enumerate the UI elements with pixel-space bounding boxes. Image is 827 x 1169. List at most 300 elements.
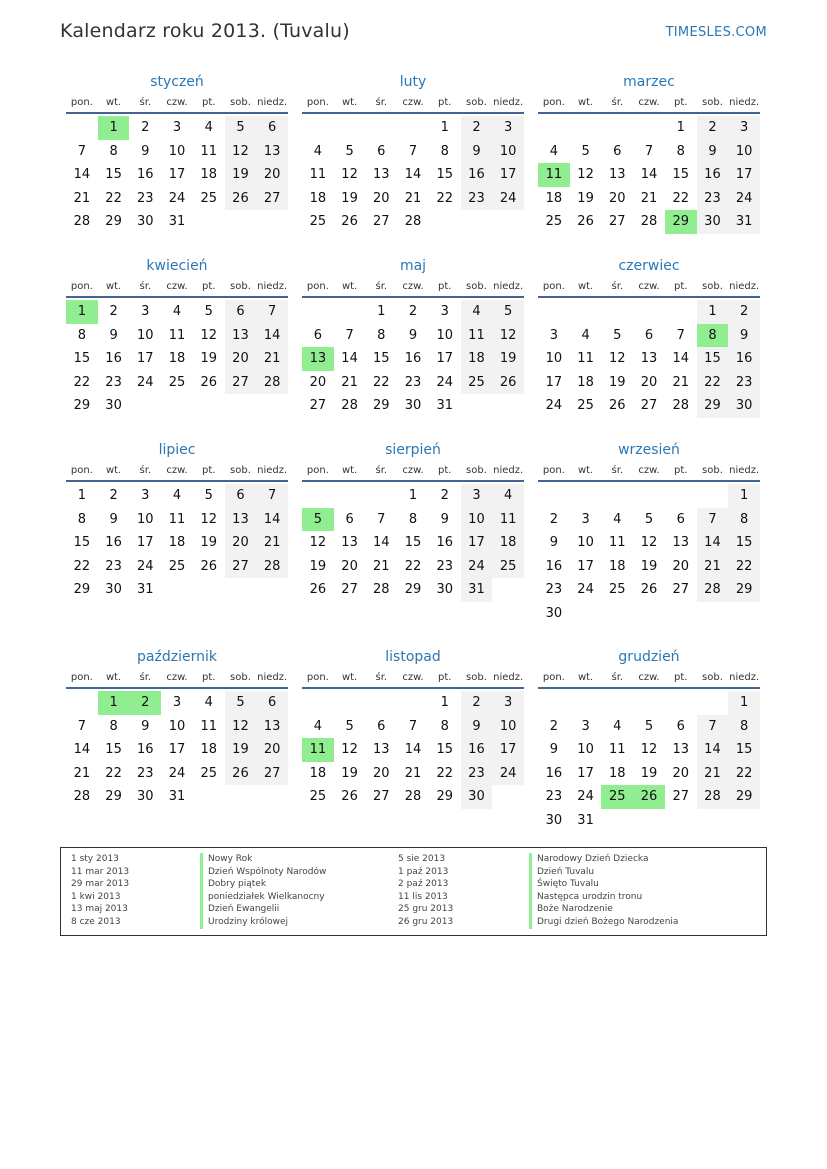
day-cell: 14 [73, 167, 91, 182]
empty-cell [601, 691, 633, 715]
day-cell: 27 [309, 398, 327, 413]
day-cell: 31 [137, 582, 154, 597]
day-cell: 13 [672, 535, 689, 550]
day-cell: 26 [200, 558, 217, 574]
day-cell: 17 [168, 167, 186, 182]
empty-cell [225, 578, 257, 602]
empty-cell [601, 809, 633, 833]
empty-cell [302, 116, 334, 140]
weekday-label: wt. [105, 672, 122, 683]
week-row [66, 691, 288, 715]
day-cell: 24 [137, 558, 154, 574]
day-cell: 4 [613, 511, 622, 527]
empty-cell [697, 691, 729, 715]
day-cell: 13 [640, 351, 658, 366]
day-cell: 22 [728, 555, 760, 579]
month-name: listopad [385, 649, 441, 665]
legend-date: 8 cze 2013 [71, 916, 121, 927]
month-block [66, 255, 288, 418]
empty-cell [334, 691, 366, 715]
day-cell: 15 [105, 742, 122, 757]
week-row [538, 555, 760, 579]
day-cell: 17 [492, 738, 524, 762]
day-cell: 28 [404, 789, 422, 804]
day-cell: 5 [302, 508, 334, 532]
day-cell: 8 [77, 327, 86, 343]
week-row [538, 394, 760, 418]
weekday-label: wt. [105, 281, 122, 292]
day-cell: 2 [461, 116, 493, 140]
weekday-label: sob. [466, 672, 487, 683]
day-cell: 19 [200, 535, 217, 550]
empty-cell [256, 785, 288, 809]
legend-holiday: Dobry piątek [200, 878, 326, 891]
day-cell: 22 [697, 371, 729, 395]
week-row [66, 187, 288, 211]
weekday-label: czw. [638, 281, 660, 292]
day-cell: 5 [644, 511, 654, 527]
weekday-header [538, 93, 760, 114]
weekday-label: sob. [466, 465, 487, 476]
day-cell: 8 [676, 143, 685, 159]
weekday-label: pon. [542, 465, 565, 476]
week-row [302, 116, 524, 140]
weekday-label: niedz. [493, 97, 524, 108]
day-cell: 25 [200, 190, 217, 206]
day-cell: 29 [697, 394, 729, 418]
empty-cell [570, 691, 602, 715]
weekday-label: niedz. [493, 465, 524, 476]
day-cell: 5 [225, 691, 257, 715]
day-cell: 9 [109, 327, 118, 343]
empty-cell [129, 394, 161, 418]
weekday-label: pon. [70, 97, 93, 108]
day-cell: 21 [672, 374, 689, 390]
day-cell: 8 [728, 715, 760, 739]
day-cell: 12 [492, 324, 524, 348]
week-row [66, 347, 288, 371]
empty-cell [601, 300, 633, 324]
day-cell: 29 [73, 582, 91, 597]
empty-cell [665, 602, 697, 626]
day-cell: 30 [404, 398, 422, 413]
week-row [66, 300, 288, 324]
day-cell: 30 [728, 394, 760, 418]
day-cell: 24 [436, 374, 453, 390]
day-cell: 25 [309, 789, 327, 804]
empty-cell [697, 809, 729, 833]
day-cell: 1 [440, 695, 449, 710]
day-cell: 30 [105, 398, 122, 413]
day-cell: 7 [256, 300, 288, 324]
week-row [538, 140, 760, 164]
day-cell: 28 [256, 555, 288, 579]
weekday-label: czw. [638, 465, 660, 476]
weekday-header [302, 93, 524, 114]
day-cell: 29 [105, 789, 122, 804]
day-cell: 4 [492, 484, 524, 508]
weekday-label: wt. [341, 281, 358, 292]
day-cell: 30 [697, 210, 729, 234]
day-cell: 7 [345, 327, 354, 343]
day-cell: 7 [77, 718, 86, 734]
weekday-label: czw. [402, 465, 424, 476]
empty-cell [334, 484, 366, 508]
weekday-header [538, 461, 760, 482]
day-cell: 6 [377, 143, 386, 159]
week-row [66, 371, 288, 395]
day-cell: 25 [545, 214, 563, 229]
day-cell: 6 [225, 300, 257, 324]
day-cell: 14 [73, 742, 91, 757]
week-row [66, 394, 288, 418]
day-cell: 9 [461, 140, 493, 164]
empty-cell [225, 210, 257, 234]
day-cell: 16 [728, 347, 760, 371]
day-cell: 30 [105, 582, 122, 597]
page-title: Kalendarz roku 2013. (Tuvalu) [60, 20, 350, 42]
legend-date: 13 maj 2013 [71, 904, 128, 915]
day-cell: 8 [109, 718, 118, 734]
day-cell: 19 [341, 190, 358, 206]
day-cell: 25 [168, 558, 186, 574]
day-cell: 9 [549, 535, 558, 550]
weekday-label: wt. [577, 281, 594, 292]
empty-cell [697, 484, 729, 508]
day-cell: 9 [440, 511, 449, 527]
day-cell: 16 [461, 163, 493, 187]
empty-cell [461, 210, 493, 234]
day-cell: 14 [640, 167, 658, 182]
day-cell: 19 [225, 163, 257, 187]
day-cell: 25 [200, 765, 217, 781]
day-cell: 16 [545, 765, 563, 781]
day-cell: 2 [141, 120, 150, 135]
day-cell: 14 [404, 742, 422, 757]
day-cell: 15 [436, 167, 453, 182]
week-row [302, 484, 524, 508]
day-cell: 6 [313, 327, 322, 343]
empty-cell [633, 691, 665, 715]
week-row [66, 210, 288, 234]
day-cell: 6 [676, 511, 685, 527]
legend-left-names [200, 853, 326, 929]
empty-cell [538, 116, 570, 140]
day-cell: 27 [373, 789, 390, 804]
day-cell: 25 [609, 582, 626, 597]
day-cell: 17 [577, 558, 594, 574]
day-cell: 23 [137, 765, 154, 781]
day-cell: 7 [77, 143, 86, 159]
week-row [538, 300, 760, 324]
day-cell: 31 [436, 398, 453, 413]
day-cell: 22 [728, 762, 760, 786]
day-cell: 20 [609, 190, 626, 206]
empty-cell [492, 394, 524, 418]
day-cell: 12 [640, 535, 658, 550]
weekday-label: pon. [542, 281, 565, 292]
month-name: maj [399, 258, 427, 274]
day-cell: 26 [225, 762, 257, 786]
day-cell: 27 [225, 555, 257, 579]
legend-holiday: Święto Tuvalu [529, 878, 678, 891]
day-cell: 23 [545, 582, 563, 597]
weekday-label: niedz. [257, 465, 288, 476]
day-cell: 30 [461, 785, 493, 809]
day-cell: 4 [204, 695, 213, 710]
weekday-label: wt. [577, 465, 594, 476]
empty-cell [570, 484, 602, 508]
day-cell: 4 [549, 143, 558, 159]
day-cell: 7 [377, 511, 386, 527]
day-cell: 21 [697, 555, 729, 579]
day-cell: 16 [697, 163, 729, 187]
day-cell: 14 [672, 351, 689, 366]
week-row [302, 738, 524, 762]
day-cell: 19 [200, 351, 217, 366]
day-cell: 1 [98, 116, 130, 140]
day-cell: 13 [256, 715, 288, 739]
empty-cell [538, 484, 570, 508]
day-cell: 7 [408, 718, 418, 734]
legend-date: 1 paź 2013 [398, 866, 449, 877]
month-block [302, 439, 524, 602]
weekday-label: pon. [70, 672, 93, 683]
weekday-label: niedz. [493, 672, 524, 683]
day-cell: 26 [200, 374, 217, 390]
day-cell: 22 [73, 374, 91, 390]
weekday-label: czw. [166, 281, 188, 292]
day-cell: 22 [73, 558, 91, 574]
weekday-label: śr. [611, 97, 624, 108]
day-cell: 16 [137, 742, 154, 757]
day-cell: 2 [728, 300, 760, 324]
day-cell: 22 [105, 765, 122, 781]
weekday-label: śr. [375, 465, 388, 476]
weekday-label: niedz. [493, 281, 524, 292]
legend-holiday: poniedziałek Wielkanocny [200, 891, 326, 904]
day-cell: 5 [644, 718, 654, 734]
day-cell: 11 [168, 511, 186, 527]
week-row [538, 691, 760, 715]
weekday-label: śr. [611, 672, 624, 683]
week-row [302, 163, 524, 187]
month-name: październik [137, 649, 217, 665]
day-cell: 23 [461, 762, 493, 786]
day-cell: 8 [440, 143, 449, 159]
day-cell: 10 [436, 327, 453, 343]
weekday-label: czw. [166, 97, 188, 108]
week-row [538, 785, 760, 809]
weekday-label: pon. [306, 465, 329, 476]
month-block [66, 646, 288, 809]
empty-cell [461, 394, 493, 418]
week-row [66, 484, 288, 508]
empty-cell [302, 691, 334, 715]
day-cell: 10 [492, 140, 524, 164]
week-row [538, 163, 760, 187]
month-name: sierpień [385, 442, 441, 458]
day-cell: 15 [728, 531, 760, 555]
day-cell: 16 [105, 535, 122, 550]
weekday-label: niedz. [729, 672, 760, 683]
day-cell: 9 [141, 718, 150, 734]
day-cell: 15 [373, 351, 390, 366]
day-cell: 28 [672, 398, 689, 413]
month-block [302, 255, 524, 418]
day-cell: 4 [172, 304, 182, 319]
day-cell: 24 [461, 555, 493, 579]
day-cell: 13 [225, 324, 257, 348]
day-cell: 1 [77, 488, 86, 503]
day-cell: 19 [341, 765, 358, 781]
day-cell: 15 [105, 167, 122, 182]
day-cell: 31 [577, 812, 594, 828]
day-cell: 29 [105, 214, 122, 229]
weekday-label: sob. [702, 97, 723, 108]
day-cell: 14 [373, 535, 390, 550]
day-cell: 8 [440, 718, 449, 734]
day-cell: 5 [225, 116, 257, 140]
day-cell: 18 [200, 167, 217, 182]
day-cell: 31 [168, 214, 186, 229]
week-row [538, 531, 760, 555]
day-cell: 27 [256, 762, 288, 786]
empty-cell [665, 691, 697, 715]
day-cell: 24 [492, 762, 524, 786]
day-cell: 22 [373, 374, 390, 390]
day-cell: 10 [168, 718, 186, 734]
day-cell: 22 [672, 190, 689, 206]
day-cell: 11 [538, 163, 570, 187]
day-cell: 10 [492, 715, 524, 739]
weekday-label: pt. [674, 672, 688, 683]
day-cell: 3 [492, 691, 524, 715]
day-cell: 4 [581, 327, 590, 343]
month-block [302, 646, 524, 809]
day-cell: 4 [613, 718, 622, 734]
day-cell: 27 [341, 582, 358, 597]
week-row [66, 116, 288, 140]
site-link[interactable]: TIMESLES.COM [665, 25, 767, 40]
empty-cell [538, 300, 570, 324]
day-cell: 2 [549, 511, 558, 527]
legend-date: 11 lis 2013 [398, 891, 448, 902]
day-cell: 9 [697, 140, 729, 164]
week-row [538, 738, 760, 762]
day-cell: 27 [256, 187, 288, 211]
weekday-label: wt. [105, 97, 122, 108]
day-cell: 20 [256, 163, 288, 187]
empty-cell [633, 809, 665, 833]
legend-holiday: Nowy Rok [200, 853, 326, 866]
legend-right-names [529, 853, 678, 929]
day-cell: 29 [73, 398, 91, 413]
empty-cell [601, 602, 633, 626]
day-cell: 23 [461, 187, 493, 211]
week-row [302, 371, 524, 395]
empty-cell [193, 210, 225, 234]
day-cell: 31 [461, 578, 493, 602]
day-cell: 9 [549, 742, 558, 757]
empty-cell [334, 300, 366, 324]
empty-cell [225, 785, 257, 809]
day-cell: 4 [204, 120, 213, 135]
day-cell: 4 [461, 300, 493, 324]
day-cell: 1 [377, 304, 386, 319]
day-cell: 21 [640, 190, 658, 206]
day-cell: 8 [697, 324, 729, 348]
weekday-label: pt. [202, 97, 216, 108]
day-cell: 7 [697, 508, 729, 532]
weekday-label: czw. [402, 97, 424, 108]
day-cell: 16 [137, 167, 154, 182]
day-cell: 17 [577, 765, 594, 781]
day-cell: 9 [461, 715, 493, 739]
day-cell: 28 [73, 789, 91, 804]
weekday-header [66, 461, 288, 482]
week-row [302, 140, 524, 164]
empty-cell [365, 484, 397, 508]
empty-cell [66, 116, 98, 140]
weekday-label: wt. [341, 97, 358, 108]
day-cell: 15 [728, 738, 760, 762]
weekday-label: sob. [230, 281, 251, 292]
day-cell: 25 [168, 374, 186, 390]
day-cell: 29 [728, 785, 760, 809]
day-cell: 20 [373, 765, 390, 781]
week-row [538, 809, 760, 833]
day-cell: 5 [204, 304, 213, 319]
day-cell: 1 [697, 300, 729, 324]
day-cell: 12 [309, 535, 327, 550]
day-cell: 13 [672, 742, 689, 757]
day-cell: 10 [137, 327, 154, 343]
day-cell: 1 [728, 691, 760, 715]
day-cell: 24 [168, 765, 186, 781]
legend-left-dates [71, 853, 129, 929]
empty-cell [538, 691, 570, 715]
legend-right-dates [398, 853, 453, 929]
month-name: luty [399, 74, 427, 90]
day-cell: 3 [172, 120, 182, 135]
day-cell: 21 [256, 347, 288, 371]
day-cell: 23 [105, 558, 122, 574]
day-cell: 1 [728, 484, 760, 508]
week-row [538, 116, 760, 140]
week-row [538, 347, 760, 371]
empty-cell [570, 300, 602, 324]
weekday-label: pt. [438, 465, 452, 476]
weekday-label: wt. [341, 465, 358, 476]
day-cell: 20 [225, 347, 257, 371]
weekday-label: niedz. [257, 281, 288, 292]
week-row [66, 762, 288, 786]
day-cell: 9 [728, 324, 760, 348]
day-cell: 11 [577, 351, 594, 366]
empty-cell [570, 116, 602, 140]
day-cell: 6 [377, 718, 386, 734]
empty-cell [256, 394, 288, 418]
day-cell: 3 [141, 304, 150, 319]
weekday-label: pon. [70, 465, 93, 476]
day-cell: 26 [633, 785, 665, 809]
day-cell: 26 [341, 214, 358, 229]
week-row [538, 324, 760, 348]
day-cell: 13 [302, 347, 334, 371]
day-cell: 30 [137, 214, 154, 229]
weekday-label: pt. [202, 281, 216, 292]
